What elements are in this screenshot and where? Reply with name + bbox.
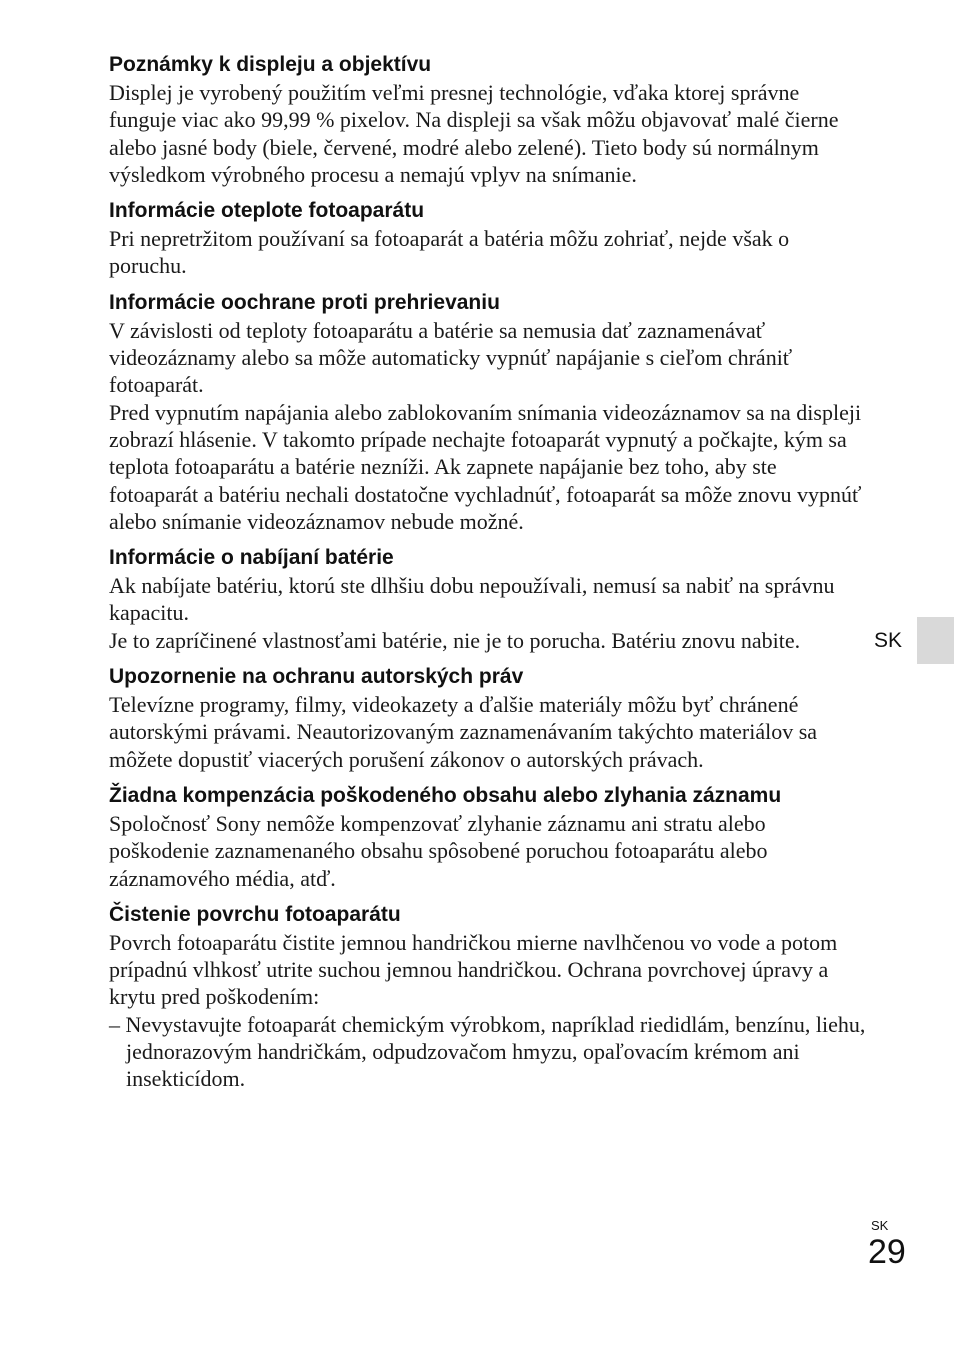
- paragraph: Povrch fotoaparátu čistite jemnou handričkou mierne navlhčenou vo vode a potom prípadnú vlhkosť utrite suchou jemnou handričkou. Ochrana povrchovej úpravy a krytu pred poškodením:: [109, 929, 838, 1010]
- paragraph: Ak nabíjate batériu, ktorú ste dlhšiu dobu nepoužívali, nemusí sa nabiť na správnu kapacitu.: [109, 573, 835, 626]
- paragraph: Pri nepretržitom používaní sa fotoaparát a batéria môžu zohriať, nejde však o poruchu.: [109, 226, 790, 279]
- section-no-compensation: [109, 779, 869, 892]
- section-cleaning: [109, 898, 869, 1093]
- bullet-item: – Nevystavujte fotoaparát chemickým výrobkom, napríklad riedidlám, benzínu, liehu, jednorazovým handričkám, odpudzovačom hmyzu, opaľovacím krémom ani insekticídom.: [109, 1011, 866, 1092]
- section-title: Poznámky k displeju a objektívu: [109, 53, 432, 76]
- section-title: Informácie o nabíjaní batérie: [109, 546, 394, 570]
- language-side-tab: [917, 617, 954, 664]
- paragraph: V závislosti od teploty fotoaparátu a batérie sa nemusia dať zaznamenávať videozáznamy alebo sa môže automaticky vypnúť napájanie s cieľom chrániť fotoaparát.: [109, 317, 793, 398]
- section-camera-temperature: [109, 194, 869, 280]
- footer-language-code: SK: [871, 1218, 889, 1233]
- paragraph: Je to zapríčinené vlastnosťami batérie, nie je to porucha. Batériu znovu nabite.: [109, 627, 801, 653]
- paragraph: Televízne programy, filmy, videokazety a ďalšie materiály môžu byť chránené autorskými právami. Neautorizovaným zaznamenávaním takýchto materiálov sa môžete dopustiť viacerých porušení zákonov o autorských právach.: [109, 692, 818, 772]
- section-title: Žiadna kompenzácia poškodeného obsahu alebo zlyhania záznamu: [109, 783, 782, 807]
- section-copyright-warning: [109, 660, 869, 773]
- section-title: Informácie oteplote fotoaparátu: [109, 199, 425, 223]
- section-overheat-protection: [109, 286, 869, 535]
- section-battery-charging: [109, 541, 869, 654]
- language-side-label: SK: [874, 629, 903, 652]
- paragraph: Spoločnosť Sony nemôže kompenzovať zlyhanie záznamu ani stratu alebo poškodenie zaznamenaného obsahu spôsobené poruchou fotoaparátu alebo záznamového média, atď.: [109, 810, 768, 891]
- section-title: Informácie oochrane proti prehrievaniu: [109, 290, 500, 314]
- section-title: Čistenie povrchu fotoaparátu: [109, 902, 401, 926]
- section-display-notes: [109, 48, 869, 188]
- page-number: 29: [868, 1233, 906, 1271]
- paragraph: Pred vypnutím napájania alebo zablokovaním snímania videozáznamov sa na displeji zobrazí hlásenie. V takomto prípade nechajte fotoaparát vypnutý a počkajte, kým sa teplota fotoaparátu a batérie nezníži. Ak zapnete napájanie bez toho, aby ste fotoaparát a batériu nechali dostatočne vychladnúť, fotoaparát sa môže znovu vypnúť alebo snímanie videozáznamov nebude možné.: [109, 399, 862, 534]
- document-body: [109, 48, 869, 1099]
- paragraph: Displej je vyrobený použitím veľmi presnej technológie, vďaka ktorej správne funguje viac ako 99,99 % pixelov. Na displeji sa však môžu objavovať malé čierne alebo jasné body (biele, červené, modré alebo zelené). Tieto body sú normálnym výsledkom výrobného procesu a nemajú vplyv na snímanie.: [109, 80, 839, 187]
- section-title: Upozornenie na ochranu autorských práv: [109, 665, 524, 689]
